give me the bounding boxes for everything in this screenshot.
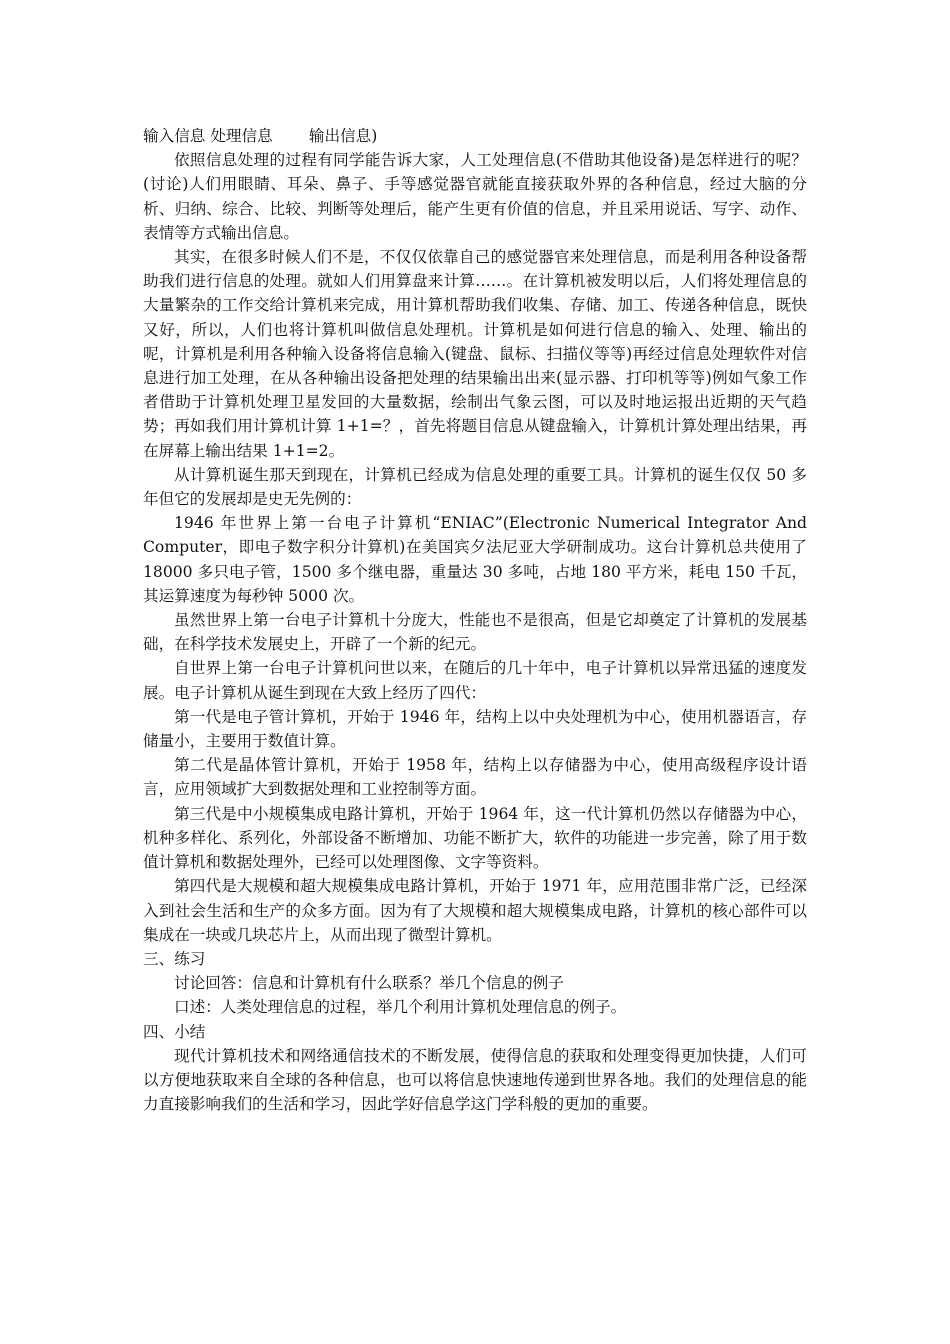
paragraph-third-generation: 第三代是中小规模集成电路计算机，开始于 1964 年，这一代计算机仍然以存储器为中心，机种多样化、系列化，外部设备不断增加、功能不断扩大，软件的功能进一步完善，除了用于数值计算机和数据处理外，已经可以处理图像、文字等资料。 [143,804,807,872]
paragraph-second-generation: 第二代是晶体管计算机，开始于 1958 年，结构上以存储器为中心，使用高级程序设计语言，应用领域扩大到数据处理和工业控制等方面。 [143,756,807,799]
paragraph-fourth-generation: 第四代是大规模和超大规模集成电路计算机，开始于 1971 年，应用范围非常广泛，已经深入到社会生活和生产的众多方面。因为有了大规模和超大规模集成电路，计算机的核心部件可以集成在一块或几块芯片上，从而出现了微型计算机。 [143,877,807,944]
paragraph-first-generation: 第一代是电子管计算机，开始于 1946 年，结构上以中央处理机为中心，使用机器语言，存储量小，主要用于数值计算。 [143,707,807,751]
paragraph-four-generations-intro: 自世界上第一台电子计算机问世以来，在随后的几十年中，电子计算机以异常迅猛的速度发展。电子计算机从诞生到现在大致上经历了四代： [143,659,807,702]
io-process-line: 输入信息 处理信息 输出信息) [143,127,378,145]
exercise-item-oral: 口述：人类处理信息的过程，举几个利用计算机处理信息的例子。 [174,998,627,1017]
section-heading-exercise: 三、练习 [143,949,206,968]
document-page [143,124,807,1116]
exercise-item-discussion: 讨论回答：信息和计算机有什么联系？举几个信息的例子 [174,974,564,993]
paragraph-eniac: 1946 年世界上第一台电子计算机“ENIAC”(Electronic Numerical Integrator And Computer，即电子数字积分计算机)在美国宾夕法尼亚大学研制成功。这台计算机总共使用了 18000 多只电子管，1500 多个继电器，重量达 30 多吨，占地 180 平方米，耗电 150 千瓦，其运算速度为每秒钟 5000 次。 [143,514,807,605]
paragraph-eniac-significance: 虽然世界上第一台电子计算机十分庞大，性能也不是很高，但是它却奠定了计算机的发展基础，在科学技术发展史上，开辟了一个新的纪元。 [143,611,807,654]
paragraph-summary: 现代计算机技术和网络通信技术的不断发展，使得信息的获取和处理变得更加快捷，人们可以方便地获取来自全球的各种信息，也可以将信息快速地传递到世界各地。我们的处理信息的能力直接影响我们的生活和学习，因此学好信息学这门学科般的更加的重要。 [143,1046,807,1114]
paragraph-computer-history-intro: 从计算机诞生那天到现在，计算机已经成为信息处理的重要工具。计算机的诞生仅仅 50 多年但它的发展却是史无先例的： [143,465,807,509]
paragraph-computer-processing: 其实，在很多时候人们不是，不仅仅依靠自己的感觉器官来处理信息，而是利用各种设备帮助我们进行信息的处理。就如人们用算盘来计算……。在计算机被发明以后，人们将处理信息的大量繁杂的工作交给计算机来完成，用计算机帮助我们收集、存储、加工、传递各种信息，既快又好，所以，人们也将计算机叫做信息处理机。计算机是如何进行信息的输入、处理、输出的呢，计算机是利用各种输入设备将信息输入(键盘、鼠标、扫描仪等等)再经过信息处理软件对信息进行加工处理，在从各种输出设备把处理的结果输出出来(显示器、打印机等等)例如气象工作者借助于计算机处理卫星发回的大量数据，绘制出气象云图，可以及时地运报出近期的天气趋势；再如我们用计算机计算 1+1=？，首先将题目信息从键盘输入，计算机计算处理出结果，再在屏幕上输出结果 1+1=2。 [143,248,807,460]
paragraph-manual-processing: 依照信息处理的过程有同学能告诉大家，人工处理信息(不借助其他设备)是怎样进行的呢？(讨论)人们用眼睛、耳朵、鼻子、手等感觉器官就能直接获取外界的各种信息，经过大脑的分析、归纳、综合、比较、判断等处理后，能产生更有价值的信息，并且采用说话、写字、动作、表情等方式输出信息。 [143,151,807,242]
section-heading-summary: 四、小结 [143,1022,206,1041]
